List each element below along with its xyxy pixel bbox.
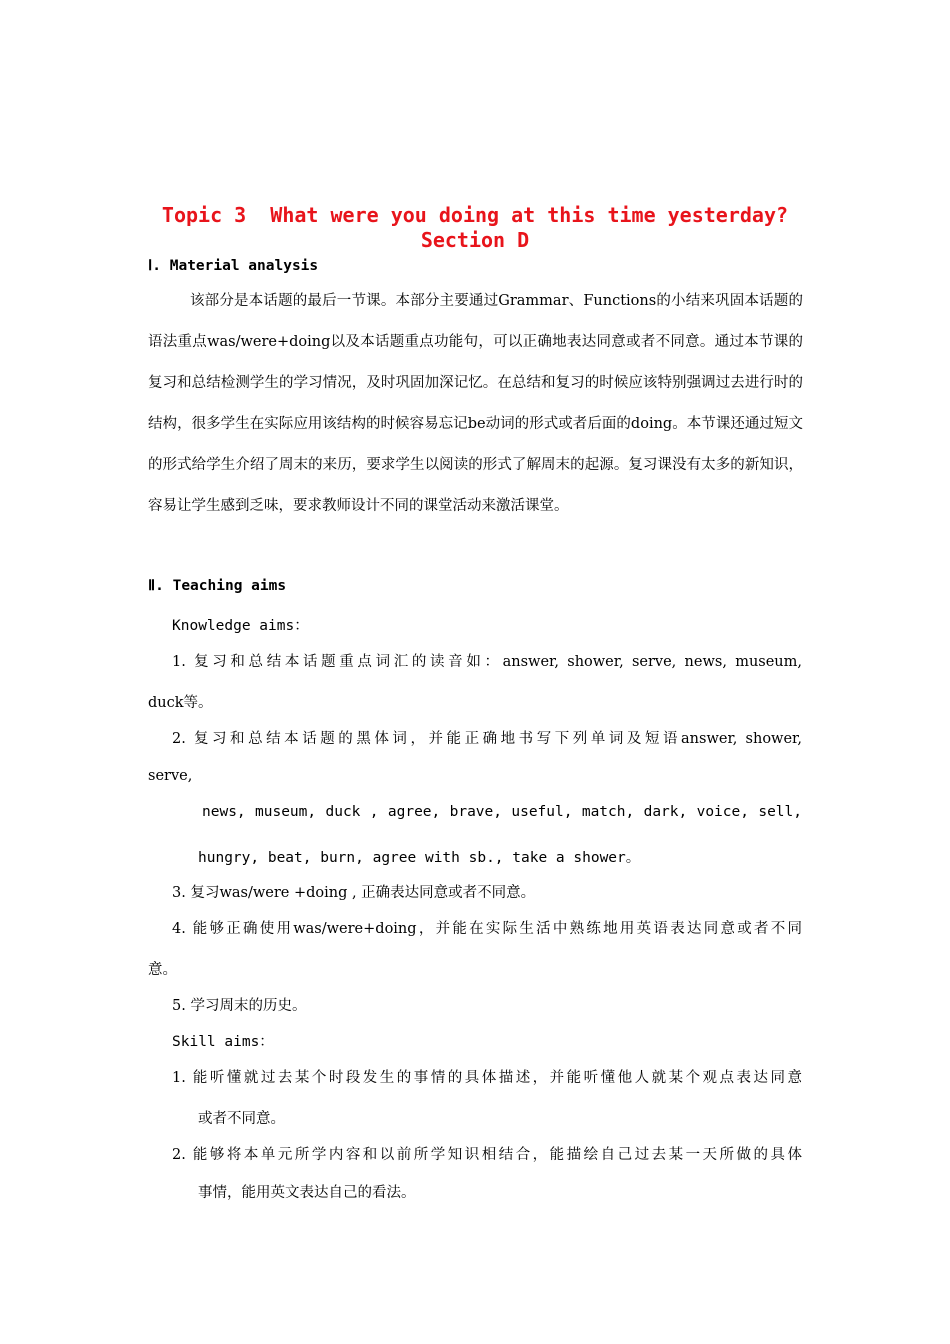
knowledge-aim-4-line-2: 意。 <box>148 962 177 978</box>
skill-aim-2-line-1: 2. 能够将本单元所学内容和以前所学知识相结合，能描绘自己过去某一天所做的具体 <box>172 1147 802 1163</box>
section-heading-teaching-aims: Ⅱ. Teaching aims <box>148 578 287 594</box>
title-line-2: Section D <box>420 228 530 252</box>
knowledge-aim-3: 3. 复习was/were +doing , 正确表达同意或者不同意。 <box>172 885 536 901</box>
skill-aim-1-line-2: 或者不同意。 <box>198 1111 285 1127</box>
document-title <box>0 203 950 253</box>
knowledge-aims-label: Knowledge aims： <box>172 618 309 634</box>
knowledge-aim-5: 5. 学习周末的历史。 <box>172 998 307 1014</box>
material-analysis-paragraph: 该部分是本话题的最后一节课。本部分主要通过Grammar、Functions的小结来巩固本话题的语法重点was/were+doing以及本话题重点功能句，可以正确地表达同意或者不同意。通过本节课的复习和总结检测学生的学习情况，及时巩固加深记忆。在总结和复习的时候应该特别强调过去进行时的结构，很多学生在实际应用该结构的时候容易忘记be动词的形式或者后面的doing。本节课还通过短文的形式给学生介绍了周末的来历，要求学生以阅读的形式了解周末的起源。复习课没有太多的新知识，容易让学生感到乏味，要求教师设计不同的课堂活动来激活课堂。 <box>148 293 803 514</box>
knowledge-aim-1-line-1: 1. 复习和总结本话题重点词汇的读音如：answer, shower, serve, news, museum, <box>172 654 802 670</box>
knowledge-aim-2-line-4: hungry, beat, burn, agree with sb., take a shower。 <box>198 850 641 866</box>
skill-aim-2-line-2: 事情，能用英文表达自己的看法。 <box>198 1185 416 1201</box>
title-line-1: Topic 3 What were you doing at this time yesterday? <box>161 203 789 227</box>
skill-aims-label: Skill aims： <box>172 1034 274 1050</box>
skill-aim-1-line-1: 1. 能听懂就过去某个时段发生的事情的具体描述，并能听懂他人就某个观点表达同意 <box>172 1070 802 1086</box>
knowledge-aim-2-line-3: news, museum, duck , agree, brave, useful, match, dark, voice, sell, <box>202 804 802 820</box>
knowledge-aim-4-line-1: 4. 能够正确使用was/were+doing，并能在实际生活中熟练地用英语表达同意或者不同 <box>172 921 802 937</box>
section-heading-material-analysis: Ⅰ. Material analysis <box>148 258 319 274</box>
knowledge-aim-1-line-2: duck等。 <box>148 695 213 711</box>
knowledge-aim-2-line-2: serve, <box>148 768 193 784</box>
knowledge-aim-2-line-1: 2. 复习和总结本话题的黑体词，并能正确地书写下列单词及短语answer, shower, <box>172 731 802 747</box>
